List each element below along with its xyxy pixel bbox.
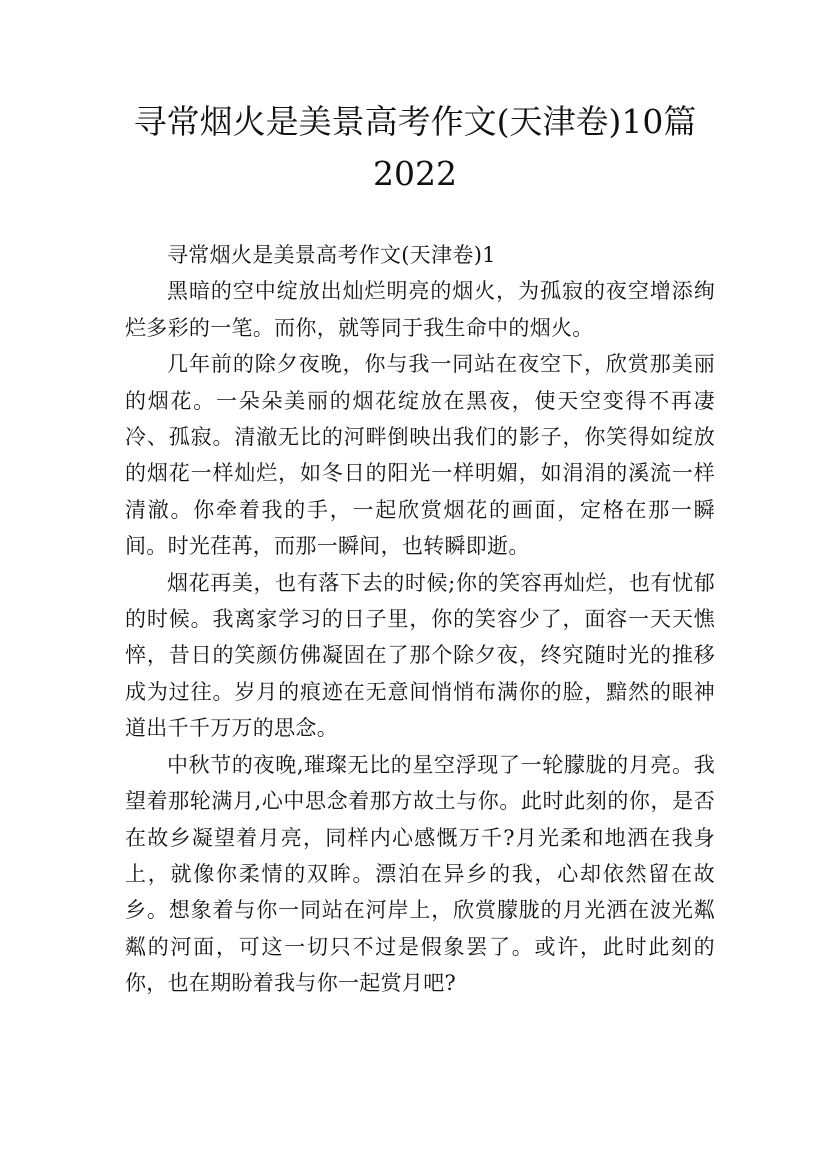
paragraph-1: 黑暗的空中绽放出灿烂明亮的烟火，为孤寂的夜空增添绚烂多彩的一笔。而你，就等同于我生命中的烟火。 — [125, 279, 715, 340]
title-line-2: 2022 — [373, 154, 457, 193]
paragraph-2: 几年前的除夕夜晚，你与我一同站在夜空下，欣赏那美丽的烟花。一朵朵美丽的烟花绽放在黑夜，使天空变得不再凄冷、孤寂。清澈无比的河畔倒映出我们的影子，你笑得如绽放的烟花一样灿烂，如冬日的阳光一样明媚，如涓涓的溪流一样清澈。你牵着我的手，一起欣赏烟花的画面，定格在那一瞬间。时光荏苒，而那一瞬间，也转瞬即逝。 — [125, 352, 715, 559]
paragraph-4: 中秋节的夜晚,璀璨无比的星空浮现了一轮朦胧的月亮。我望着那轮满月,心中思念着那方故土与你。此时此刻的你，是否在故乡凝望着月亮，同样内心感慨万千?月光柔和地洒在我身上，就像你柔情的双眸。漂泊在异乡的我，心却依然留在故乡。想象着与你一同站在河岸上，欣赏朦胧的月光洒在波光粼粼的河面，可这一切只不过是假象罢了。或许，此时此刻的你，也在期盼着我与你一起赏月吧? — [125, 752, 715, 996]
title-line-1: 寻常烟火是美景高考作文(天津卷)10篇 — [133, 102, 697, 141]
section-heading: 寻常烟火是美景高考作文(天津卷)1 — [167, 243, 496, 267]
document-body — [125, 237, 715, 1002]
paragraph-3: 烟花再美，也有落下去的时候;你的笑容再灿烂，也有忧郁的时候。我离家学习的日子里，你的笑容少了，面容一天天憔悴，昔日的笑颜仿佛凝固在了那个除夕夜，终究随时光的推移成为过往。岁月的痕迹在无意间悄悄布满你的脸，黯然的眼神道出千千万万的思念。 — [125, 570, 715, 741]
document-title — [110, 96, 720, 200]
